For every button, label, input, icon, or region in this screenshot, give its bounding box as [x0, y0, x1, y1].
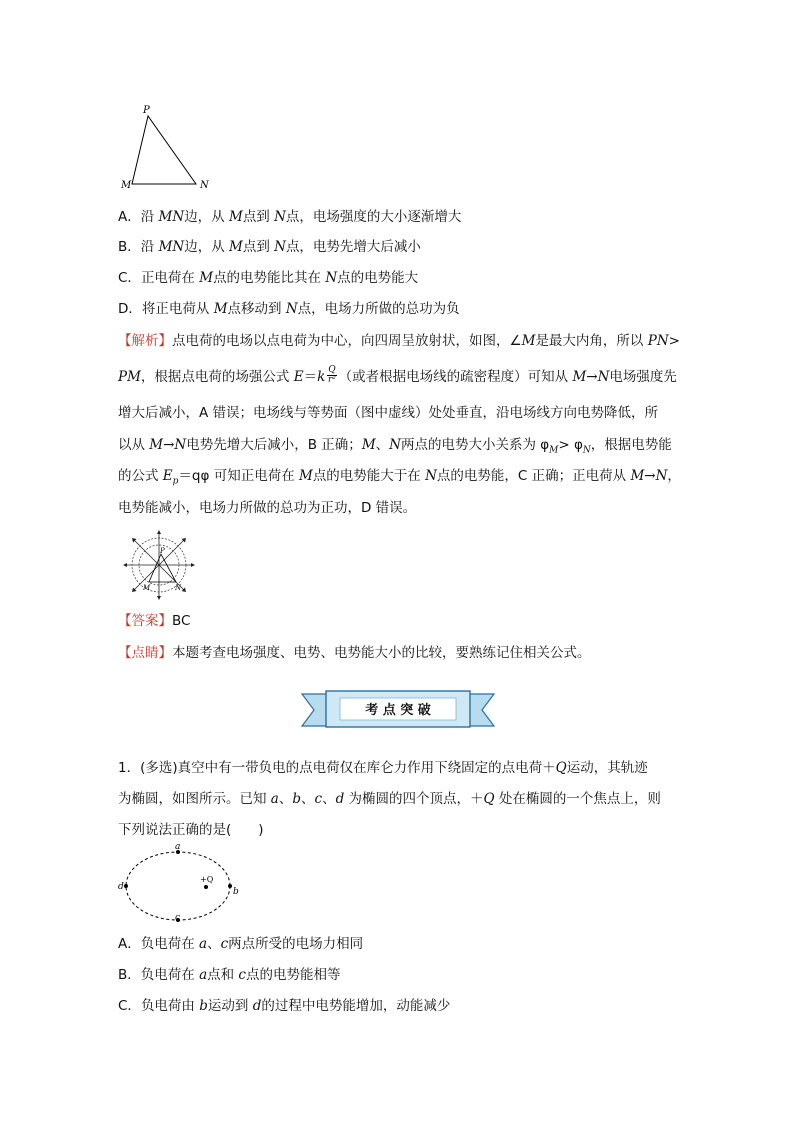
question1-var: Q	[483, 791, 495, 807]
option-text: 点到	[242, 239, 275, 255]
analysis-var: M	[361, 437, 376, 453]
question1-text: 下列说法正确的是( )	[118, 822, 264, 838]
question1-line-1	[118, 758, 678, 778]
option-var: M	[229, 239, 243, 255]
question1-var: Q	[555, 760, 567, 776]
option-var: MN	[158, 239, 185, 255]
analysis-tag: 【解析】	[118, 333, 172, 349]
analysis-text: > φ	[558, 437, 583, 453]
answer-value: BC	[172, 613, 191, 629]
label-q: +Q	[200, 875, 214, 884]
option-a	[118, 207, 678, 227]
option-text: 负电荷在	[140, 936, 200, 952]
analysis-line-3	[118, 403, 678, 423]
option-var: N	[274, 209, 286, 225]
analysis-text: （或者根据电场线的疏密程度）可知从	[338, 369, 573, 385]
analysis-var: E	[162, 468, 173, 484]
analysis-var: M→N	[630, 468, 668, 484]
formula-eq: ＝	[303, 369, 318, 385]
analysis-sub: M	[549, 445, 559, 456]
option-letter: A．	[118, 209, 141, 225]
analysis-var: M	[521, 333, 536, 349]
option-text: 、	[207, 936, 221, 952]
analysis-text: 是最大内角，所以	[535, 333, 648, 349]
field-label-n: N	[175, 584, 182, 592]
analysis-text: >	[668, 333, 680, 349]
analysis-line-2	[118, 364, 678, 387]
option-var: MN	[158, 209, 185, 225]
option-var: M	[228, 209, 243, 225]
field-label-m: M	[143, 584, 151, 592]
orbit-ellipse	[126, 852, 230, 920]
analysis-line-6	[118, 498, 678, 518]
option-text: 负电荷由	[140, 998, 200, 1014]
option-text: 点，电势先增大后减小	[285, 239, 421, 255]
label-d: d	[118, 882, 124, 892]
label-a: a	[175, 842, 181, 852]
banner-ribbon-left	[302, 694, 328, 726]
formula-denominator: r²	[328, 374, 336, 385]
q1-option-b	[118, 965, 678, 985]
analysis-line-5	[118, 466, 681, 492]
analysis-text: 以从	[118, 437, 150, 453]
option-text: 点到	[242, 209, 275, 225]
question1-text: 处在椭圆的一个焦点上，则	[494, 791, 661, 807]
comment-text: 本题考查电场强度、电势、电势能大小的比较，要熟练记住相关公式。	[172, 645, 591, 661]
analysis-text: 两点的电势大小关系为 φ	[400, 437, 550, 453]
answer-line	[118, 611, 678, 631]
triangle-label-m: M	[121, 180, 132, 191]
question1-text: 、	[278, 791, 293, 807]
option-text: 点的电势能相等	[245, 967, 341, 983]
analysis-text: ，	[667, 468, 681, 484]
analysis-line-4	[118, 435, 678, 461]
analysis-var: M	[298, 468, 313, 484]
analysis-text: 点的电势能大于在	[312, 468, 426, 484]
triangle-shape	[132, 116, 196, 184]
analysis-var: N	[425, 468, 437, 484]
option-letter: A．	[118, 936, 141, 952]
option-text: 沿	[140, 239, 159, 255]
analysis-text: 增大后减小，A 错误；电场线与等势面（图中虚线）处处垂直，沿电场线方向电势降低，所	[118, 405, 659, 421]
question1-text: 、	[322, 791, 336, 807]
analysis-sub: p	[172, 476, 179, 487]
option-text: 点和	[207, 967, 239, 983]
option-c	[118, 268, 678, 288]
analysis-text: ，根据点电荷的场强公式	[140, 369, 294, 385]
option-letter: C．	[118, 998, 141, 1014]
analysis-text: 的公式	[118, 468, 163, 484]
formula-numerator: Q	[328, 364, 336, 375]
analysis-text: 电势能减小，电场力所做的总功为正功，D 错误。	[118, 500, 417, 516]
analysis-text: ，根据电势能	[590, 437, 672, 453]
option-text: 边，从	[184, 239, 229, 255]
banner-text: 考 点 突 破	[365, 703, 431, 718]
option-text: 沿	[140, 209, 159, 225]
option-letter: B．	[118, 239, 141, 255]
question1-var: d	[335, 791, 345, 807]
option-text: 的过程中电势能增加，动能减少	[261, 998, 451, 1014]
analysis-text: 、	[375, 437, 390, 453]
question1-text: 为椭圆的四个顶点，＋	[344, 791, 484, 807]
option-var: c	[238, 967, 246, 983]
option-text: 正电荷在	[140, 270, 200, 286]
point-q	[204, 885, 208, 889]
option-var: N	[325, 270, 338, 286]
comment-tag: 【点睛】	[118, 645, 172, 661]
triangle-figure	[112, 100, 222, 192]
option-text: 边，从	[184, 209, 229, 225]
option-text: 负电荷在	[140, 967, 200, 983]
option-d	[118, 299, 678, 319]
option-var: c	[220, 936, 229, 952]
question1-text: 运动，其轨迹	[566, 760, 648, 776]
option-b	[118, 237, 678, 257]
option-var: a	[199, 936, 208, 952]
question1-text: 、	[301, 791, 315, 807]
label-c-text: c	[175, 913, 181, 923]
analysis-var: PN	[647, 333, 669, 349]
question1-line-3	[118, 820, 678, 840]
triangle-label-p: P	[143, 105, 150, 116]
formula-e: E	[293, 369, 304, 385]
option-letter: B．	[118, 967, 141, 983]
q1-option-a	[118, 934, 678, 954]
comment-line	[118, 643, 678, 663]
triangle-label-n: N	[200, 180, 209, 191]
field-label-p: P	[160, 547, 165, 555]
analysis-text: 点的电势能，C 正确；正电荷从	[436, 468, 631, 484]
q1-option-c	[118, 996, 678, 1016]
field-figure	[118, 528, 200, 602]
option-text: 点移动到	[227, 301, 286, 317]
question1-text: 1．(多选)真空中有一带负电的点电荷仅在库仑力作用下绕固定的点电荷＋	[118, 760, 556, 776]
option-text: 点，电场力所做的总功为负	[297, 301, 460, 317]
option-var: d	[252, 998, 262, 1014]
analysis-var: M→N	[572, 369, 610, 385]
field-lines	[124, 531, 194, 599]
option-var: b	[199, 998, 208, 1014]
option-var: N	[285, 301, 298, 317]
option-text: 运动到	[207, 998, 253, 1014]
formula-fraction	[327, 366, 336, 385]
analysis-text: 电势先增大后减小，B 正确；	[186, 437, 362, 453]
option-letter: D．	[118, 301, 142, 317]
option-text: 两点所受的电场力相同	[228, 936, 364, 952]
question1-var: c	[314, 791, 323, 807]
section-banner	[300, 688, 496, 732]
option-text: 点的电势能比其在	[213, 270, 326, 286]
ellipse-figure	[116, 840, 242, 924]
analysis-text: 电场强度先	[609, 369, 677, 385]
option-text: 将正电荷从	[141, 301, 214, 317]
analysis-var: M→N	[149, 437, 187, 453]
analysis-text: ＝qφ 可知正电荷在	[178, 468, 299, 484]
analysis-text: 点电荷的电场以点电荷为中心，向四周呈放射状，如图，∠	[172, 333, 522, 349]
answer-tag: 【答案】	[118, 613, 172, 629]
formula-k: k	[317, 369, 326, 385]
option-letter: C．	[118, 270, 141, 286]
option-var: M	[213, 301, 228, 317]
question1-var: b	[292, 791, 302, 807]
analysis-var: N	[389, 437, 401, 453]
option-text: 点的电势能大	[337, 270, 419, 286]
question1-line-2	[118, 789, 678, 809]
option-var: a	[199, 967, 208, 983]
option-text: 点，电场强度的大小逐渐增大	[285, 209, 462, 225]
point-d	[124, 884, 128, 888]
analysis-var: PM	[118, 369, 141, 385]
analysis-sub: N	[582, 445, 591, 456]
label-b: b	[233, 887, 239, 897]
option-var: N	[274, 239, 286, 255]
analysis-line-1	[118, 331, 678, 351]
question1-var: a	[270, 791, 279, 807]
point-b	[228, 884, 232, 888]
question1-text: 为椭圆，如图所示。已知	[118, 791, 271, 807]
banner-ribbon-right	[468, 694, 494, 726]
ellipse-label-c-wrap	[175, 914, 180, 923]
option-var: M	[199, 270, 214, 286]
